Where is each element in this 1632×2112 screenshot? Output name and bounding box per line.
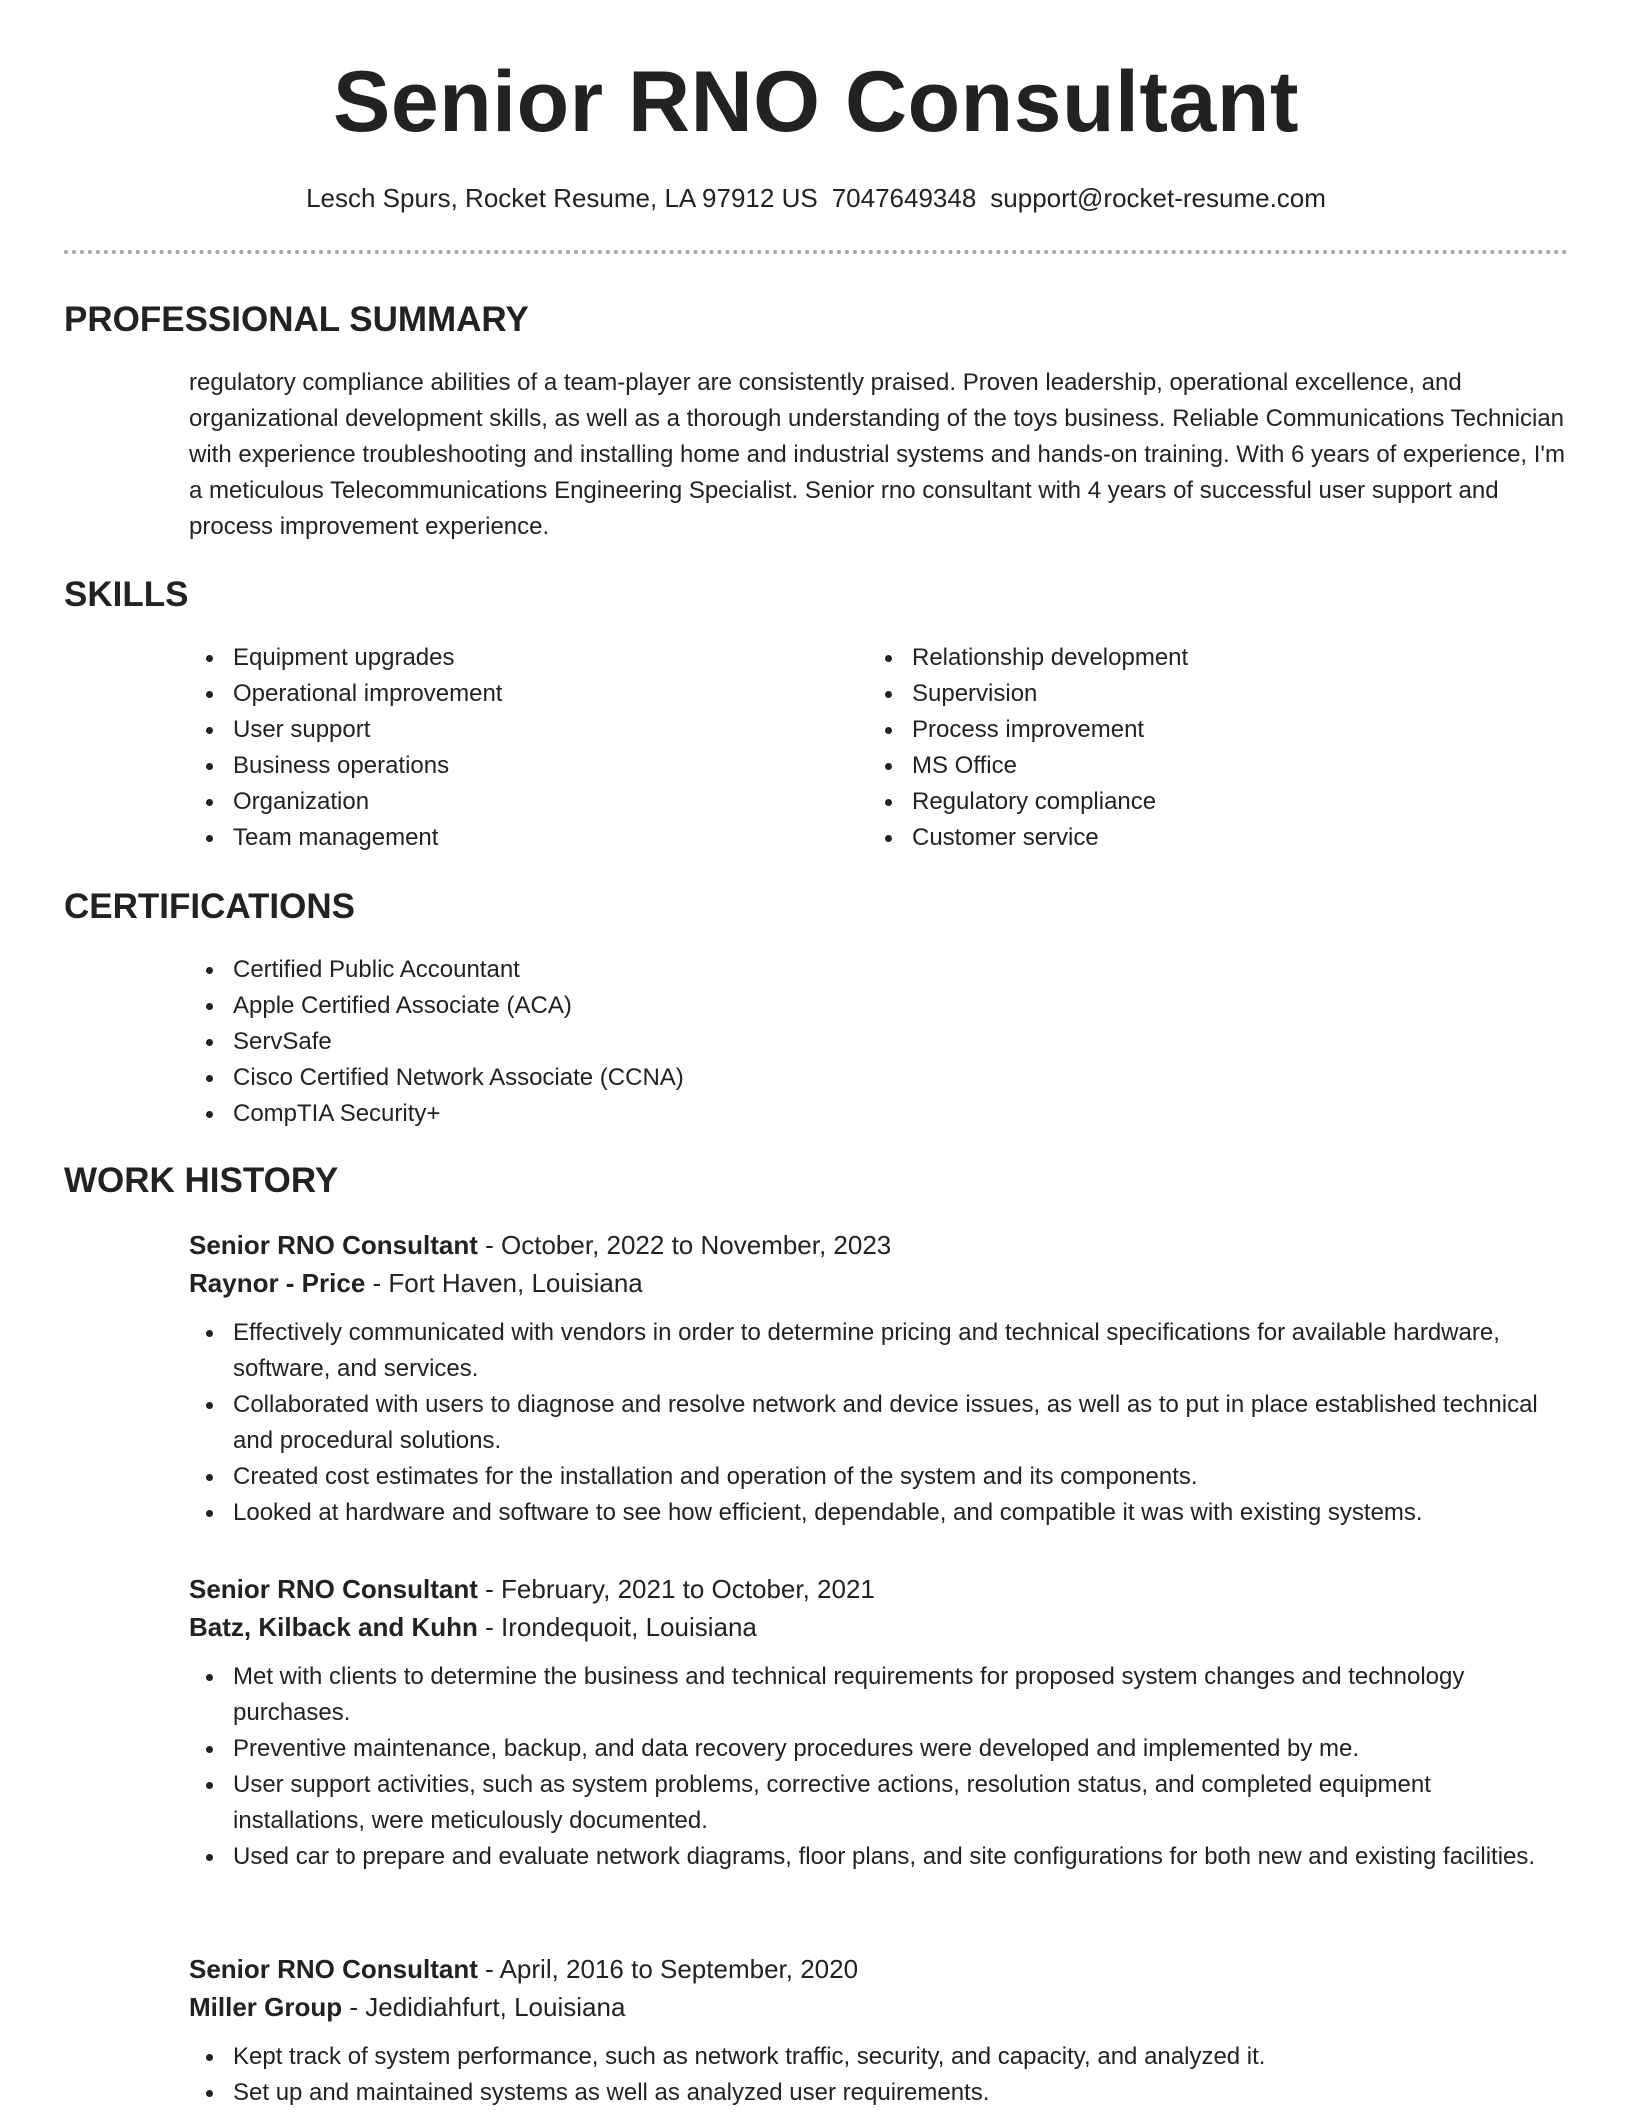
skill-item: MS Office: [868, 748, 1508, 784]
job-dates: - October, 2022 to November, 2023: [477, 1230, 892, 1260]
job-duty: Kept track of system performance, such as network traffic, security, and capacity, and analyzed it.: [189, 2039, 1569, 2075]
job-location: - Jedidiahfurt, Louisiana: [342, 1992, 626, 2022]
job-duty: Set up and maintained systems as well as analyzed user requirements.: [189, 2075, 1569, 2111]
job-dates: - April, 2016 to September, 2020: [477, 1954, 859, 1984]
job-duty: User support activities, such as system problems, corrective actions, resolution status, and completed equipment installations, were meticulously documented.: [189, 1767, 1569, 1839]
summary-heading: PROFESSIONAL SUMMARY: [64, 300, 529, 339]
header-divider: [64, 250, 1568, 254]
job-duty: Looked at hardware and software to see how efficient, dependable, and compatible it was with existing systems.: [189, 1495, 1569, 1531]
certification-item: CompTIA Security+: [189, 1096, 1089, 1132]
skill-item: Equipment upgrades: [189, 640, 829, 676]
skill-item: Supervision: [868, 676, 1508, 712]
summary-text: regulatory compliance abilities of a team-player are consistently praised. Proven leadership, operational excellence, and organizational development skills, as well as a thorough understanding of the toys business. Reliable Communications Technician with experience troubleshooting and installing home and industrial systems and hands-on training. With 6 years of experience, I'm a meticulous Telecommunications Engineering Specialist. Senior rno consultant with 4 years of successful user support and process improvement experience.: [189, 369, 1566, 540]
skill-item: Process improvement: [868, 712, 1508, 748]
job-duties: [189, 2039, 1569, 2111]
skill-item: User support: [189, 712, 829, 748]
skill-item: Team management: [189, 820, 829, 856]
skill-item: Operational improvement: [189, 676, 829, 712]
contact-email[interactable]: support@rocket-resume.com: [990, 183, 1326, 213]
skill-item: Customer service: [868, 820, 1508, 856]
job-company: Batz, Kilback and Kuhn: [189, 1612, 478, 1642]
job-duty: Effectively communicated with vendors in order to determine pricing and technical specifications for available hardware, software, and services.: [189, 1315, 1569, 1387]
job-title: Senior RNO Consultant: [189, 1954, 478, 1984]
job-duties: [189, 1659, 1569, 1875]
resume-name: Senior RNO Consultant: [332, 54, 1300, 150]
contact-address: Lesch Spurs, Rocket Resume, LA 97912 US: [306, 183, 818, 213]
job-title: Senior RNO Consultant: [189, 1574, 478, 1604]
job-duty: Used car to prepare and evaluate network diagrams, floor plans, and site configurations for both new and existing facilities.: [189, 1839, 1569, 1875]
job-duty: Collaborated with users to diagnose and resolve network and device issues, as well as to put in place established technical and procedural solutions.: [189, 1387, 1569, 1459]
contact-line: [0, 180, 1632, 216]
certification-item: ServSafe: [189, 1024, 1089, 1060]
skill-item: Relationship development: [868, 640, 1508, 676]
certification-item: Apple Certified Associate (ACA): [189, 988, 1089, 1024]
job-company-line: [189, 1264, 1569, 1302]
job-location: - Fort Haven, Louisiana: [365, 1268, 643, 1298]
certification-item: Cisco Certified Network Associate (CCNA): [189, 1060, 1089, 1096]
job-title-line: [189, 1950, 1569, 1988]
job-company: Raynor - Price: [189, 1268, 366, 1298]
job-duty: Preventive maintenance, backup, and data recovery procedures were developed and implemented by me.: [189, 1731, 1569, 1767]
job-duty: Created cost estimates for the installation and operation of the system and its components.: [189, 1459, 1569, 1495]
job-company-line: [189, 1988, 1569, 2026]
job-entry: [189, 1226, 1569, 1531]
skill-item: Organization: [189, 784, 829, 820]
skills-list-left: [189, 640, 829, 856]
job-entry: [189, 1570, 1569, 1875]
certifications-list: [189, 952, 1089, 1132]
certifications-heading: CERTIFICATIONS: [64, 887, 356, 926]
job-entry: [189, 1950, 1569, 2111]
job-title-line: [189, 1226, 1569, 1264]
job-company: Miller Group: [189, 1992, 343, 2022]
skill-item: Regulatory compliance: [868, 784, 1508, 820]
skills-list-right: [868, 640, 1508, 856]
job-title: Senior RNO Consultant: [189, 1230, 478, 1260]
certification-item: Certified Public Accountant: [189, 952, 1089, 988]
job-title-line: [189, 1570, 1569, 1608]
skills-heading: SKILLS: [64, 575, 189, 614]
contact-phone: 7047649348: [831, 183, 977, 213]
job-location: - Irondequoit, Louisiana: [477, 1612, 757, 1642]
work-history-heading: WORK HISTORY: [64, 1161, 339, 1200]
job-dates: - February, 2021 to October, 2021: [477, 1574, 875, 1604]
skill-item: Business operations: [189, 748, 829, 784]
job-duty: Met with clients to determine the business and technical requirements for proposed system changes and technology purchases.: [189, 1659, 1569, 1731]
job-company-line: [189, 1608, 1569, 1646]
job-duties: [189, 1315, 1569, 1531]
